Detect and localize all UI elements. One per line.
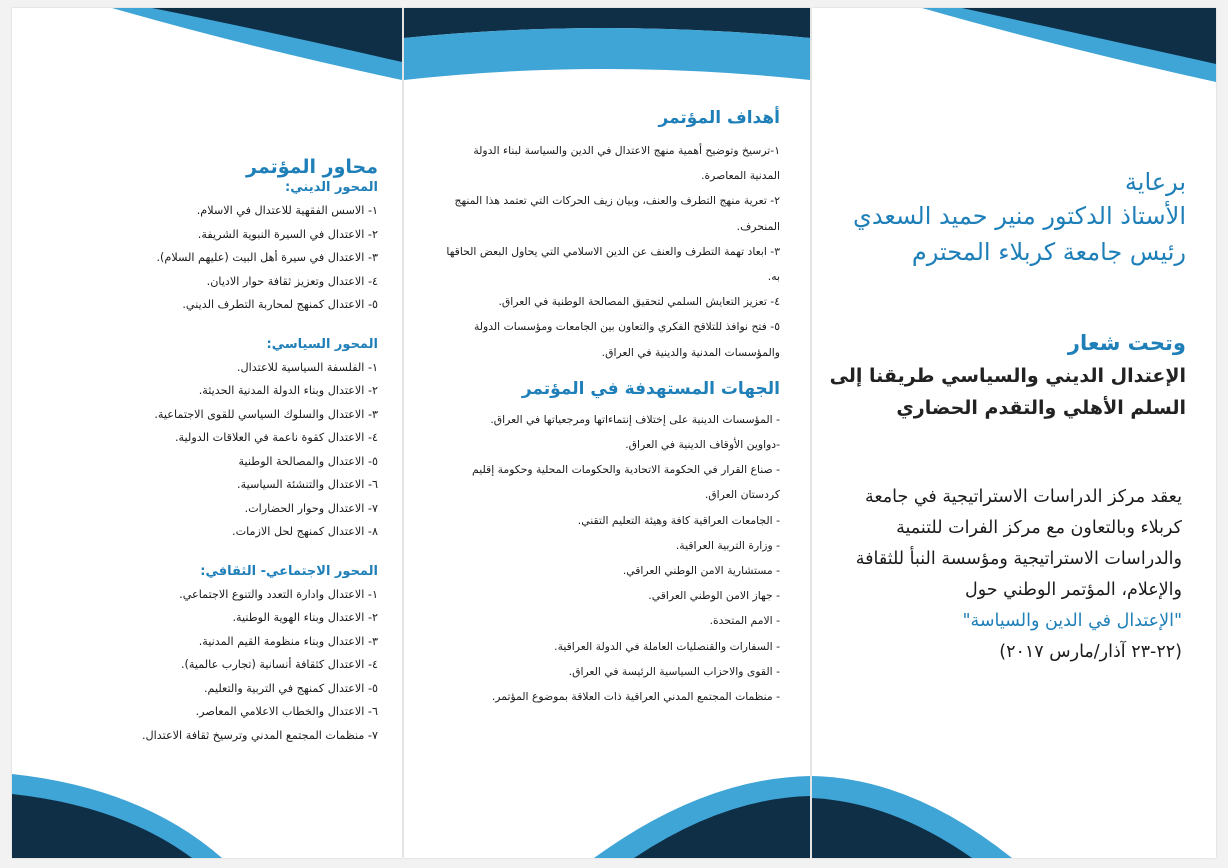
list-item: - القوى والاحزاب السياسية الرئيسة في العراق. bbox=[568, 664, 780, 678]
patronage-block bbox=[816, 166, 1186, 270]
axes-title: محاور المؤتمر bbox=[246, 156, 378, 178]
religious-axis-heading: المحور الديني: bbox=[285, 180, 378, 195]
list-item: - الجامعات العراقية كافة وهيئة التعليم التقني. bbox=[577, 513, 780, 527]
list-item: - المؤسسات الدينية على إختلاف إنتماءاتها ومرجعياتها في العراق. bbox=[490, 412, 780, 426]
political-axis-heading: المحور السياسي: bbox=[266, 336, 378, 352]
list-item: ٢- تعرية منهج التطرف والعنف، وبيان زيف الحركات التي تعتمد هذا المنهج المنحرف. bbox=[454, 194, 780, 233]
patron-name: الأستاذ الدكتور منير حميد السعدي bbox=[853, 202, 1186, 230]
goals-title: أهداف المؤتمر bbox=[658, 108, 780, 128]
goals-and-targets bbox=[440, 108, 780, 709]
announcement-text: يعقد مركز الدراسات الاستراتيجية في جامعة كربلاء وبالتعاون مع مركز الفرات للتنمية والدراسات الاستراتيجية ومؤسسة النبأ للثقافة والإعلام، المؤتمر الوطني حول bbox=[855, 487, 1182, 600]
left-panel bbox=[12, 8, 402, 858]
list-item: ٦- الاعتدال والخطاب الاعلامي المعاصر. bbox=[195, 705, 378, 718]
list-item: ١- الفلسفة السياسية للاعتدال. bbox=[236, 360, 378, 374]
religious-axis-list bbox=[38, 199, 378, 317]
list-item: ٥- الاعتدال كمنهج لمحاربة التطرف الديني. bbox=[182, 298, 378, 311]
list-item: ٧- منظمات المجتمع المدني وترسيخ ثقافة الاعتدال. bbox=[141, 728, 378, 742]
list-item: - صناع القرار في الحكومة الاتحادية والحكومات المحلية وحكومة إقليم كردستان العراق. bbox=[472, 463, 780, 502]
political-axis-list bbox=[38, 356, 378, 544]
goals-list bbox=[440, 138, 780, 365]
targets-list bbox=[440, 407, 780, 709]
list-item: ٤- الاعتدال وتعزيز ثقافة حوار الاديان. bbox=[206, 274, 378, 288]
list-item: ٢- الاعتدال وبناء الدولة المدنية الحديثة. bbox=[198, 384, 378, 397]
list-item: ٣- ابعاد تهمة التطرف والعنف عن الدين الاسلامي التي يحاول البعض الحاقها به. bbox=[446, 244, 780, 284]
bottom-wave-decoration bbox=[404, 768, 810, 858]
conference-dates: (٢٢-٢٣ آذار/مارس ٢٠١٧) bbox=[999, 642, 1182, 662]
patron-title: رئيس جامعة كربلاء المحترم bbox=[911, 238, 1186, 266]
list-item: - جهاز الامن الوطني العراقي. bbox=[648, 589, 780, 603]
list-item: - منظمات المجتمع المدني العراقية ذات العلاقة بموضوع المؤتمر. bbox=[491, 690, 780, 704]
patron-intro: برعاية bbox=[1124, 168, 1186, 196]
list-item: ٤- الاعتدال كثقافة أنسانية (تجارب عالمية). bbox=[181, 658, 378, 671]
list-item: - وزارة التربية العراقية. bbox=[675, 538, 780, 552]
list-item: ٦- الاعتدال والتنشئة السياسية. bbox=[237, 478, 378, 491]
list-item: ٥- الاعتدال والمصالحة الوطنية bbox=[238, 454, 378, 468]
conference-axes bbox=[38, 156, 378, 767]
middle-panel bbox=[404, 8, 810, 858]
social-cultural-axis-list bbox=[38, 583, 378, 748]
list-item: ٢- الاعتدال وبناء الهوية الوطنية. bbox=[232, 611, 378, 624]
bottom-wave-decoration bbox=[812, 768, 1216, 858]
list-item: ٨- الاعتدال كمنهج لحل الازمات. bbox=[232, 525, 378, 538]
list-item: ١- الاسس الفقهية للاعتدال في الاسلام. bbox=[196, 204, 378, 217]
slogan-line-2: السلم الأهلي والتقدم الحضاري bbox=[896, 397, 1186, 419]
list-item: ٥- الاعتدال كمنهج في التربية والتعليم. bbox=[203, 681, 378, 695]
bottom-wave-decoration bbox=[12, 768, 402, 858]
list-item: -دواوين الأوقاف الدينية في العراق. bbox=[625, 438, 780, 452]
social-cultural-axis-heading: المحور الاجتماعي- الثقافي: bbox=[200, 563, 378, 579]
targets-title: الجهات المستهدفة في المؤتمر bbox=[521, 378, 780, 399]
conference-topic: "الإعتدال في الدين والسياسة" bbox=[962, 611, 1182, 631]
slogan-block bbox=[816, 326, 1186, 424]
conference-announcement bbox=[852, 482, 1182, 668]
list-item: - السفارات والقنصليات العاملة في الدولة العراقية. bbox=[554, 639, 780, 653]
list-item: ٧- الاعتدال وحوار الحضارات. bbox=[244, 501, 378, 515]
top-wave-decoration bbox=[404, 8, 810, 98]
list-item: ٢- الاعتدال في السيرة النبوية الشريفة. bbox=[197, 227, 378, 241]
list-item: - الامم المتحدة. bbox=[709, 614, 780, 628]
list-item: ٣- الاعتدال والسلوك السياسي للقوى الاجتماعية. bbox=[154, 407, 378, 421]
list-item: ١- الاعتدال وادارة التعدد والتنوع الاجتماعي. bbox=[179, 587, 378, 601]
list-item: ٣- الاعتدال في سيرة أهل البيت (عليهم السلام). bbox=[156, 251, 378, 264]
list-item: ٥- فتح نوافذ للتلاقح الفكري والتعاون بين الجامعات ومؤسسات الدولة والمؤسسات المدنية والدينية في العراق. bbox=[473, 320, 780, 359]
slogan-line-1: الإعتدال الديني والسياسي طريقنا إلى bbox=[829, 365, 1186, 387]
right-panel bbox=[812, 8, 1216, 858]
top-wave-decoration bbox=[812, 8, 1216, 98]
list-item: ١-ترسيخ وتوضيح أهمية منهج الاعتدال في الدين والسياسة لبناء الدولة المدنية المعاصرة. bbox=[473, 144, 780, 183]
list-item: ٣- الاعتدال وبناء منظومة القيم المدنية. bbox=[198, 634, 378, 648]
list-item: - مستشارية الامن الوطني العراقي. bbox=[622, 564, 780, 578]
list-item: ٤- الاعتدال كقوة ناعمة في العلاقات الدولية. bbox=[174, 431, 378, 444]
list-item: ٤- تعزيز التعايش السلمي لتحقيق المصالحة الوطنية في العراق. bbox=[498, 295, 780, 309]
slogan-intro: وتحت شعار bbox=[1067, 331, 1186, 355]
top-wave-decoration bbox=[12, 8, 402, 98]
